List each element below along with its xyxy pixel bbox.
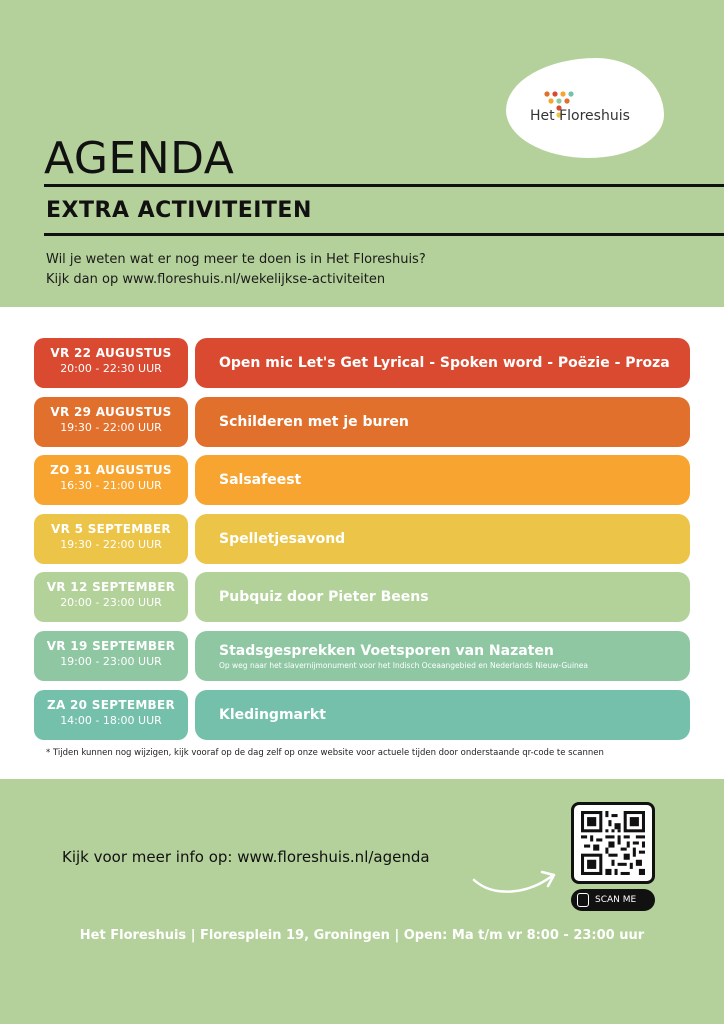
event-time: 20:00 - 22:30 UUR xyxy=(60,362,162,375)
subtitle-divider xyxy=(44,233,724,236)
event-date: ZA 20 SEPTEMBER xyxy=(46,698,176,712)
event-activity: Schilderen met je buren xyxy=(219,414,409,430)
event-date-pill xyxy=(34,631,188,681)
page-title: AGENDA xyxy=(44,133,235,184)
address-line: Het Floreshuis | Floresplein 19, Groningen | Open: Ma t/m vr 8:00 - 23:00 uur xyxy=(79,928,645,943)
event-activity-pill xyxy=(195,397,690,447)
page-subtitle: EXTRA ACTIVITEITEN xyxy=(46,198,312,223)
event-time: 20:00 - 23:00 UUR xyxy=(60,596,162,609)
event-row xyxy=(0,572,724,622)
event-time: 19:30 - 22:00 UUR xyxy=(60,421,162,434)
curved-arrow-icon xyxy=(468,862,560,896)
event-activity: Open mic Let's Get Lyrical - Spoken word - Poëzie - Proza xyxy=(219,355,670,371)
event-date: ZO 31 AUGUSTUS xyxy=(50,463,172,477)
event-activity: Kledingmarkt xyxy=(219,707,326,723)
event-date: VR 29 AUGUSTUS xyxy=(50,405,172,419)
event-activity-pill xyxy=(195,514,690,564)
event-row xyxy=(0,455,724,505)
event-date-pill xyxy=(34,690,188,740)
event-activity-pill xyxy=(195,455,690,505)
logo-text: Het Floreshuis xyxy=(530,108,630,124)
event-activity: Salsafeest xyxy=(219,472,302,488)
title-divider xyxy=(44,184,724,187)
scan-me-label xyxy=(571,889,655,911)
event-activity: Stadsgesprekken Voetsporen van Nazaten xyxy=(219,642,554,659)
event-time: 19:30 - 22:00 UUR xyxy=(60,538,162,551)
event-row xyxy=(0,514,724,564)
event-activity: Spelletjesavond xyxy=(219,531,346,547)
event-activity: Pubquiz door Pieter Beens xyxy=(219,589,429,605)
footnote: * Tijden kunnen nog wijzigen, kijk vooraf op de dag zelf op onze website voor actuele tijden door onderstaande qr-code te scannen xyxy=(46,748,604,758)
event-time: 14:00 - 18:00 UUR xyxy=(60,714,162,727)
event-time: 19:00 - 23:00 UUR xyxy=(60,655,162,668)
more-info-text[interactable]: Kijk voor meer info op: www.floreshuis.nl/agenda xyxy=(62,848,430,866)
event-activity-subtitle: Op weg naar het slavernijmonument voor het Indisch Oceaangebied en Nederlands Nieuw-Guinea xyxy=(219,660,588,670)
event-date: VR 12 SEPTEMBER xyxy=(46,580,176,594)
event-row xyxy=(0,338,724,388)
event-activity-pill xyxy=(195,631,690,681)
event-date-pill xyxy=(34,397,188,447)
event-activity-pill xyxy=(195,690,690,740)
qr-code-icon xyxy=(580,811,646,875)
scan-me-text: SCAN ME xyxy=(595,895,637,905)
event-date: VR 19 SEPTEMBER xyxy=(46,639,176,653)
phone-icon xyxy=(577,893,589,907)
event-date: VR 5 SEPTEMBER xyxy=(51,522,171,536)
event-date-pill xyxy=(34,572,188,622)
event-date-pill xyxy=(34,338,188,388)
event-time: 16:30 - 21:00 UUR xyxy=(60,479,162,492)
intro-text xyxy=(46,250,426,290)
event-row xyxy=(0,690,724,740)
event-row xyxy=(0,631,724,681)
intro-line-2: Kijk dan op www.floreshuis.nl/wekelijkse-activiteiten xyxy=(46,272,386,287)
event-date: VR 22 AUGUSTUS xyxy=(50,346,172,360)
qr-code[interactable] xyxy=(571,802,655,884)
event-date-pill xyxy=(34,455,188,505)
event-date-pill xyxy=(34,514,188,564)
event-activity-pill xyxy=(195,338,690,388)
intro-line-1: Wil je weten wat er nog meer te doen is in Het Floreshuis? xyxy=(46,252,426,267)
event-row xyxy=(0,397,724,447)
event-activity-pill xyxy=(195,572,690,622)
